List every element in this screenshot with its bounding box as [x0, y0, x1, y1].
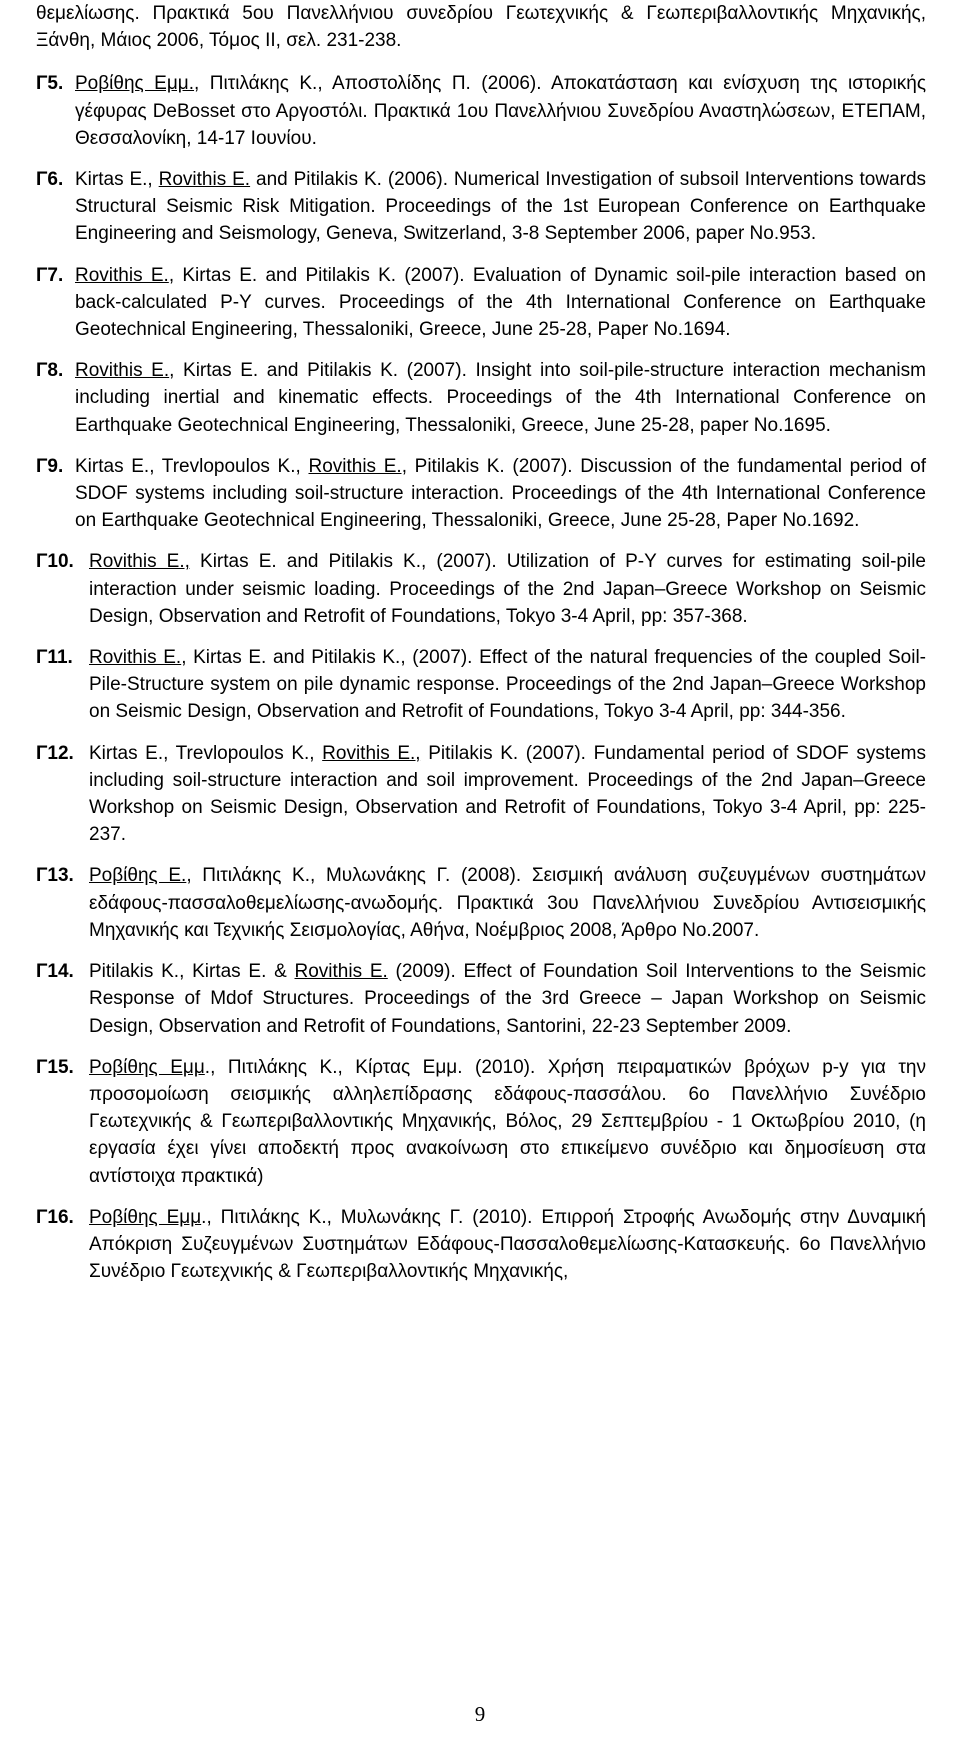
reference-item [36, 262, 926, 344]
reference-details: , Πιτιλάκης Κ., Μυλωνάκης Γ. (2008). Σεισμική ανάλυση συζευγμένων συστημάτων εδάφους-πασσαλοθεμελίωσης-ανωδομής. Πρακτικά 3ου Πανελλήνιου Συνεδρίου Αντισεισμικής Μηχανικής και Τεχνικής Σεισμολογίας, Αθήνα, Νοέμβριος 2008, Άρθρο No.2007. [89, 865, 926, 941]
reference-number: Γ7. [36, 264, 64, 286]
reference-number: Γ15. [36, 1056, 74, 1078]
reference-text [89, 548, 926, 630]
reference-text [89, 1204, 926, 1286]
reference-details: Pitilakis K. (2007). Discussion of the fundamental period of SDOF systems including soil-structure interaction. Proceedings of the 4th International Conference on Earthquake Geotechnical Engineering, Thessaloniki, Greece, June 25-28, Paper No.1692. [75, 455, 927, 532]
reference-item [36, 1204, 926, 1286]
reference-text [75, 357, 926, 439]
underlined-author: Rovithis E. [89, 647, 182, 669]
reference-number: Γ5. [36, 73, 64, 95]
reference-details: Pitilakis K. (2007). Fundamental period of SDOF systems including soil-structure interaction and soil improvement. Proceedings of the 2nd Japan–Greece Workshop on Seismic Design, Observation and Retrofit of Foundations, Tokyo 3-4 April, pp: 225-237. [89, 742, 926, 846]
reference-text [75, 166, 926, 248]
reference-item [36, 453, 926, 535]
reference-number: Γ14. [36, 961, 74, 983]
underlined-author: Rovithis E., [308, 455, 407, 477]
underlined-author: Ροβίθης Εμμ. [75, 73, 195, 95]
reference-details: , Kirtas E. and Pitilakis K. (2007). Insight into soil-pile-structure interaction mechanism including inertial and kinematic effects. Proceedings of the 4th International Conference on Earthquake Geotechnical Engineering, Thessaloniki, Greece, June 25-28, paper No.1695. [75, 360, 926, 436]
reference-text [75, 453, 926, 535]
underlined-author: Rovithis E. [75, 264, 169, 286]
reference-details: ., Πιτιλάκης Κ., Κίρτας Εμμ. (2010). Χρήση πειραματικών βρόχων p-y για την προσομοίωση σεισμικής αλληλεπίδρασης εδάφους-πασσάλου. 6ο Πανελλήνιο Συνέδριο Γεωτεχνικής & Γεωπεριβαλλοντικής Μηχανικής, Βόλος, 29 Σεπτεμβρίου - 1 Οκτωβρίου 2010, (η εργασία έχει γίνει αποδεκτή προς ανακοίνωση στο επικείμενο συνέδριο και δημοσίευση στα αντίστοιχα πρακτικά) [89, 1056, 926, 1187]
reference-text [89, 958, 926, 1040]
reference-details: , Kirtas E. and Pitilakis K. (2007). Evaluation of Dynamic soil-pile interaction based on back-calculated P-Y curves. Proceedings of the 4th International Conference on Earthquake Geotechnical Engineering, Thessaloniki, Greece, June 25-28, Paper No.1694. [75, 264, 926, 341]
reference-text [89, 1054, 926, 1190]
underlined-author: Rovithis E. [294, 961, 388, 983]
reference-number: Γ6. [36, 169, 64, 191]
reference-number: Γ8. [36, 360, 64, 382]
reference-text [89, 644, 926, 726]
reference-details: (2009). Effect of Foundation Soil Interventions to the Seismic Response of Mdof Structures. Proceedings of the 3rd Greece – Japan Workshop on Seismic Design, Observation and Retrofit of Foundations, Santorini, 22-23 September 2009. [89, 961, 926, 1037]
reference-item [36, 548, 926, 630]
reference-details: Kirtas E. and Pitilakis K., (2007). Utilization of P-Y curves for estimating soil-pile interaction under seismic loading. Proceedings of the 2nd Japan–Greece Workshop on Seismic Design, Observation and Retrofit of Foundations, Tokyo 3-4 April, pp: 357-368. [89, 551, 927, 627]
reference-item [36, 740, 926, 849]
underlined-author: Ροβίθης Εμμ [89, 1056, 205, 1078]
document-page [36, 0, 926, 1299]
reference-authors-before: Kirtas E., [75, 169, 159, 191]
reference-list [36, 70, 926, 1285]
underlined-author: Ροβίθης Εμμ [89, 1206, 202, 1228]
underlined-author: Rovithis E. [75, 360, 170, 382]
reference-number: Γ12. [36, 742, 74, 764]
reference-text [89, 862, 926, 944]
reference-authors-before: Pitilakis K., Kirtas E. & [89, 961, 295, 983]
page-number: 9 [474, 1702, 486, 1726]
reference-text [75, 262, 926, 344]
reference-authors-before: Kirtas E., Trevlopoulos K., [75, 455, 309, 477]
intro-paragraph: θεμελίωσης. Πρακτικά 5ου Πανελλήνιου συνεδρίου Γεωτεχνικής & Γεωπεριβαλλοντικής Μηχανικής, Ξάνθη, Μάιος 2006, Τόμος ΙΙ, σελ. 231-238. [36, 3, 926, 52]
reference-number: Γ13. [36, 865, 74, 887]
reference-item [36, 357, 926, 439]
reference-number: Γ11. [36, 647, 73, 669]
reference-item [36, 958, 926, 1040]
reference-details: , Kirtas E. and Pitilakis K., (2007). Effect of the natural frequencies of the coupled Soil-Pile-Structure system on pile dynamic response. Proceedings of the 2nd Japan–Greece Workshop on Seismic Design, Observation and Retrofit of Foundations, Tokyo 3-4 April, pp: 344-356. [89, 647, 926, 723]
reference-number: Γ10. [36, 551, 74, 573]
reference-details: ., Πιτιλάκης Κ., Μυλωνάκης Γ. (2010). Επιρροή Στροφής Ανωδομής στην Δυναμική Απόκριση Συζευγμένων Συστημάτων Εδάφους-Πασσαλοθεμελίωσης-Κατασκευής. 6ο Πανελλήνιο Συνέδριο Γεωτεχνικής & Γεωπεριβαλλοντικής Μηχανικής, [89, 1206, 926, 1283]
underlined-author: Rovithis E. [158, 169, 251, 191]
reference-text [89, 740, 926, 849]
underlined-author: Ροβίθης Ε. [89, 865, 187, 887]
reference-details: , Πιτιλάκης Κ., Αποστολίδης Π. (2006). Αποκατάσταση και ενίσχυση της ιστορικής γέφυρας DeBosset στο Αργοστόλι. Πρακτικά 1ου Πανελλήνιου Συνεδρίου Αναστηλώσεων, ΕΤΕΠΑΜ, Θεσσαλονίκη, 14-17 Ιουνίου. [75, 73, 926, 149]
reference-item [36, 862, 926, 944]
reference-number: Γ9. [36, 455, 64, 477]
reference-authors-before: Kirtas E., Trevlopoulos K., [89, 742, 323, 764]
reference-item [36, 644, 926, 726]
underlined-author: Rovithis E., [89, 551, 190, 573]
reference-item [36, 166, 926, 248]
reference-item [36, 70, 926, 152]
reference-item [36, 1054, 926, 1190]
reference-details: and Pitilakis K. (2006). Numerical Investigation of subsoil Interventions towards Structural Seismic Risk Mitigation. Proceedings of the 1st European Conference on Earthquake Engineering and Seismology, Geneva, Switzerland, 3-8 September 2006, paper No.953. [75, 169, 927, 245]
reference-text [75, 70, 926, 152]
underlined-author: Rovithis E., [322, 742, 421, 764]
reference-number: Γ16. [36, 1206, 74, 1228]
